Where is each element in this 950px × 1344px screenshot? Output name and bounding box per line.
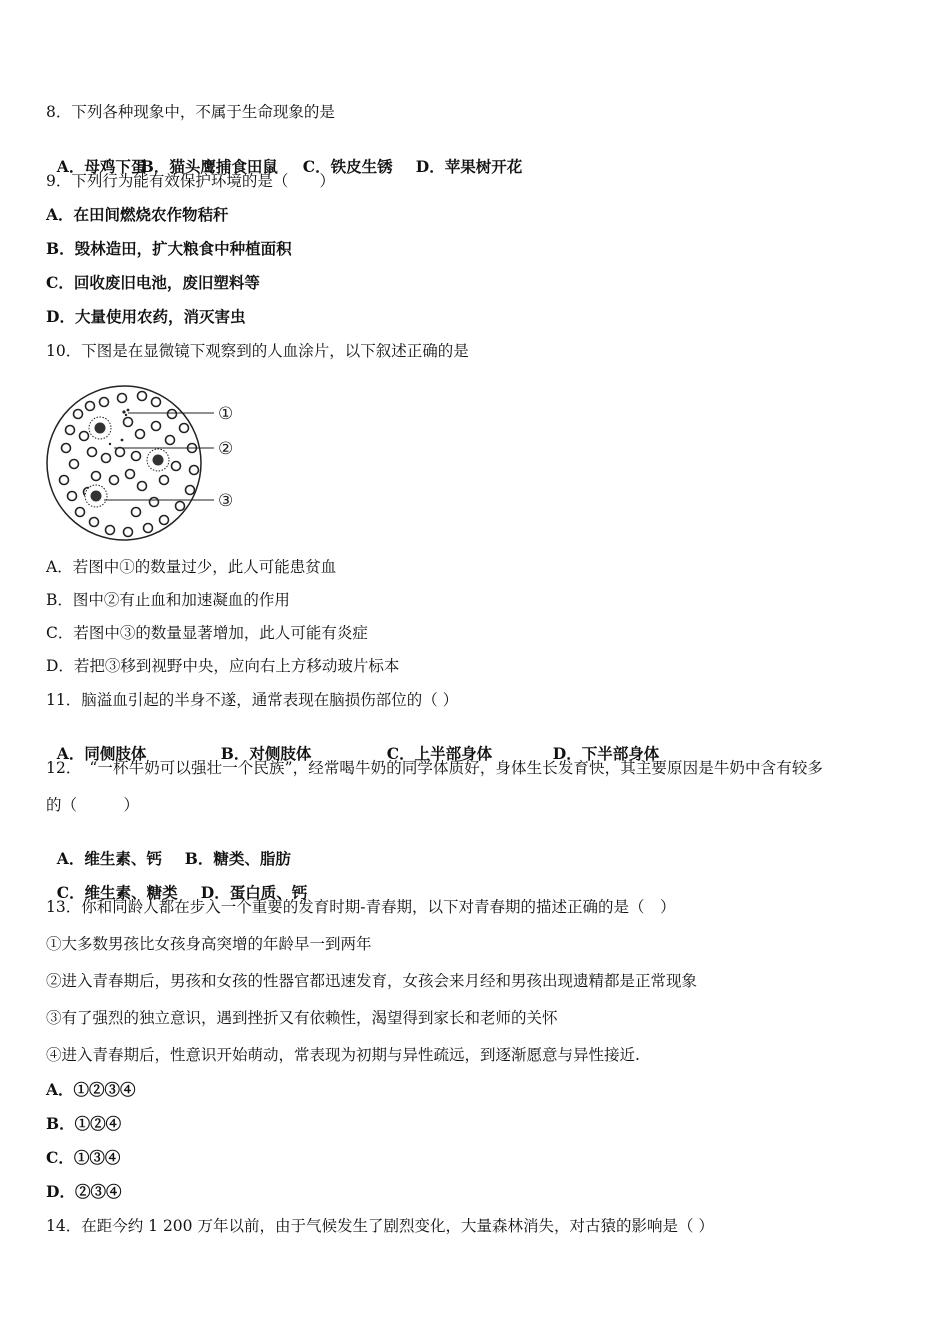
q14-stem: 14．在距今约 1 200 万年以前，由于气候发生了剧烈变化，大量森林消失，对古猿的影响是（ ）: [46, 1217, 714, 1235]
q13-statement-4: ④进入青春期后，性意识开始萌动，常表现为初期与异性疏远，到逐渐愿意与异性接近.: [46, 1046, 640, 1064]
q12-stem-line2: 的（ ）: [46, 796, 140, 814]
q9-option-b: B．毁林造田，扩大粮食中种植面积: [46, 239, 292, 258]
q13-statement-1: ①大多数男孩比女孩身高突增的年龄早一到两年: [46, 935, 372, 953]
q12-option-a: A．维生素、钙: [56, 849, 162, 868]
q9-option-d: D．大量使用农药，消灭害虫: [46, 307, 246, 326]
q10-option-a: A．若图中①的数量过少，此人可能患贫血: [46, 558, 337, 576]
q10-option-c: C．若图中③的数量显著增加，此人可能有炎症: [46, 624, 368, 642]
q13-option-c: C．①③④: [46, 1148, 121, 1167]
q12-option-c: C．维生素、糖类: [56, 883, 178, 902]
q13-option-d: D．②③④: [46, 1182, 122, 1201]
q13-statement-2: ②进入青春期后，男孩和女孩的性器官都迅速发育，女孩会来月经和男孩出现遗精都是正常现象: [46, 972, 698, 990]
figure-label-2: ②: [218, 439, 234, 459]
q9-stem: 9．下列行为能有效保护环境的是（ ）: [46, 172, 335, 190]
q8-option-b: B．猫头鹰捕食田鼠: [140, 157, 278, 176]
q11-option-a: A．同侧肢体: [56, 744, 147, 763]
q8-option-d: D．苹果树开花: [415, 157, 523, 176]
q13-statement-3: ③有了强烈的独立意识，遇到挫折又有依赖性，渴望得到家长和老师的关怀: [46, 1009, 558, 1027]
figure-label-3: ③: [218, 491, 234, 511]
q8-option-c: C．铁皮生锈: [302, 157, 393, 176]
q10-option-b: B．图中②有止血和加速凝血的作用: [46, 591, 290, 609]
q8-option-a: A．母鸡下蛋: [56, 157, 147, 176]
q11-stem: 11．脑溢血引起的半身不遂，通常表现在脑损伤部位的（ ）: [46, 691, 459, 709]
q9-option-a: A．在田间燃烧农作物秸秆: [46, 205, 229, 224]
q13-option-b: B．①②④: [46, 1114, 122, 1133]
blood-smear-figure: [44, 382, 254, 544]
q13-option-a: A．①②③④: [46, 1080, 136, 1099]
q13-stem: 13．你和同龄人都在步入一个重要的发育时期-青春期，以下对青春期的描述正确的是（ ）: [46, 898, 676, 916]
q11-option-d: D．下半部身体: [552, 744, 660, 763]
q11-option-c: C．上半部身体: [386, 744, 493, 763]
figure-label-1: ①: [218, 404, 234, 424]
q12-option-b: B．糖类、脂肪: [184, 849, 291, 868]
q8-stem: 8．下列各种现象中，不属于生命现象的是: [46, 103, 335, 121]
q10-stem: 10．下图是在显微镜下观察到的人血涂片，以下叙述正确的是: [46, 342, 469, 360]
q10-option-d: D．若把③移到视野中央，应向右上方移动玻片标本: [46, 657, 400, 675]
q9-option-c: C．回收废旧电池，废旧塑料等: [46, 273, 260, 292]
q12-option-d: D．蛋白质、钙: [200, 883, 308, 902]
q12-stem-line1: 12． “一杯牛奶可以强壮一个民族”，经常喝牛奶的同学体质好，身体生长发育快，其主要原因是牛奶中含有较多: [46, 759, 824, 777]
q11-option-b: B．对侧肢体: [220, 744, 312, 763]
